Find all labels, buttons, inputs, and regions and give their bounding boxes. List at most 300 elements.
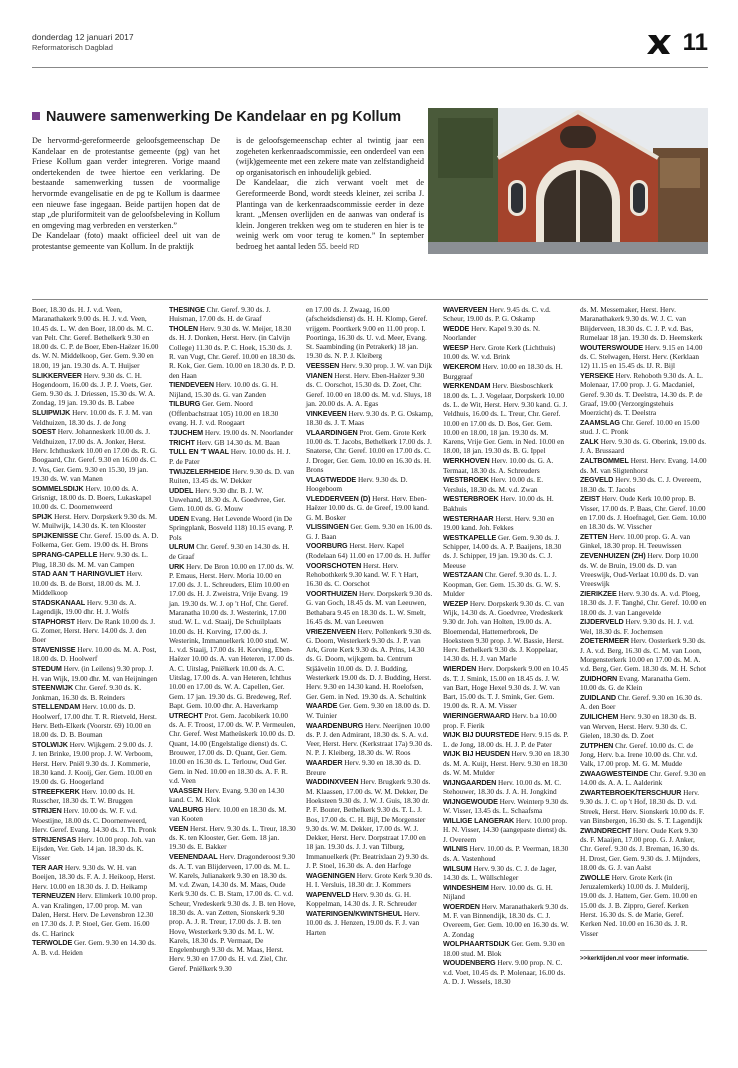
service-times: Herv. 10.00 ds. P. Veerman, 18.30 ds. A. Vastenhoud	[443, 844, 569, 863]
service-entry	[32, 305, 159, 370]
service-entry	[306, 361, 433, 370]
service-times: Herv. 10.00 ds. G. H. Nijland	[443, 882, 553, 901]
service-times: Herst. Herv. Eben-Haëzer 10.00 ds. G. de Greef, 19.00 kand. G. M. Bosker	[306, 493, 429, 522]
service-entry	[306, 522, 433, 541]
place-name: WINDESHEIM	[443, 882, 489, 892]
service-entry	[443, 456, 570, 475]
service-times: Herv. Maranathakerk 9.30 ds. M. F. van Binnendijk, 18.30 ds. C. J. Overeem, Ger. Gem. 10.00 en 16.30 ds. W. A. Zondag	[443, 901, 569, 939]
place-name: ZETTEN	[580, 532, 608, 542]
place-name: WAARDENBURG	[306, 720, 364, 730]
headline-text: Nauwere samenwerking De Kandelaar en pg Kollum	[46, 109, 402, 125]
service-entry	[306, 721, 433, 758]
service-times: Herv. 9.45 ds. C. v.d. Scheur, 19.00 ds. P. G. Oskamp	[443, 305, 551, 324]
place-name: TRICHT	[169, 437, 195, 447]
place-name: WADDINXVEEN	[306, 777, 359, 787]
headline-marker	[32, 112, 40, 120]
service-times: Herv. 10.00 ds. G. A. Termaat, 18.30 ds. A. Schreuders	[443, 456, 554, 475]
service-times: Herv. 10.00 en 18.30 ds. M. van Kooten	[169, 804, 287, 824]
place-name: VEESSEN	[306, 361, 340, 371]
service-entry	[443, 664, 570, 710]
service-times: Herst. Herv. Kapel (Rodelaan 64) 11.00 en 17.00 ds. H. Juffer	[306, 541, 431, 560]
service-entry	[443, 533, 570, 570]
service-entry	[32, 569, 159, 597]
place-name: STAVENISSE	[32, 645, 76, 655]
place-name: VEEN	[169, 823, 189, 833]
service-times: Ger. Gem. 9.30 en 16.00 ds. G. J. Baan	[306, 522, 433, 541]
place-name: SOMMELSDIJK	[32, 483, 84, 493]
service-times: Prot. Gem. Grote Kerk 10.00 ds. T. Jacobs, Bethelkerk 17.00 ds. J. Snaterse, Chr. Geref. 10.00 en 17.00 ds. C. J. Droger, Ger. Gem. 10.00 en 16.30 ds. H. Brons	[306, 427, 432, 475]
photo-credit: beeld RD	[330, 243, 360, 251]
service-times: Herv. 9.30 ds. W. H. van Boeijen, 18.30 ds. F. A. J. Heikoop, Herst. Herv. 10.00 en 18.30 ds. J. D. Heikamp	[32, 863, 156, 891]
service-entry	[580, 741, 707, 769]
service-entry	[580, 873, 707, 938]
place-name: TIENDEVEEN	[169, 380, 214, 390]
service-entry	[306, 475, 433, 494]
place-name: ZALTBOMMEL	[580, 456, 629, 466]
place-name: WOUTERSWOUDE	[580, 342, 644, 352]
place-name: WEDDE	[443, 324, 470, 334]
place-name: WAGENINGEN	[306, 870, 355, 880]
service-times: Herv. Oude Kerk 10.00 prop. B. Visser, 17.00 ds. P. Baas, Chr. Geref. 10.00 en 17.00 ds. J. Hoefnagel, Ger. Gem. 10.00 en 18.30 ds. W. Visscher	[580, 494, 707, 532]
place-name: UTRECHT	[169, 710, 203, 720]
page-header	[32, 29, 708, 60]
place-name: ZIJDERVELD	[580, 617, 624, 627]
service-times: Herv. Evang. 9.30 en 14.30 kand. C. M. Klok	[169, 785, 285, 804]
place-name: SPRANG-CAPELLE	[32, 550, 98, 560]
place-name: ZUIDLAND	[580, 693, 616, 703]
service-times: Evang. Het Levende Woord (in De Springplank, Bosveld 118) 10.15 evang. P. Pols	[169, 514, 294, 542]
place-name: TERNEUZEN	[32, 891, 76, 901]
article-headline	[32, 108, 424, 126]
place-name: SOEST	[32, 427, 56, 437]
article-paragraph-text: De Kandelaar, die zich verwant voelt met de Gereformeerde Bond, wordt steeds kleiner, zei scriba J. Plantinga van de kerkenraadscommissie eerder in deze krant. „Mensen overlijden en de aanwas van onderaf is klein. Jongeren trekken weg om te studeren en hier is te weinig werk om voor terug te komen.” In september bedroeg het aantal leden 55.	[236, 178, 424, 251]
place-name: WILSUM	[443, 863, 472, 873]
place-name: TWIJZELERHEIDE	[169, 466, 231, 476]
service-times: Herv. 10.00 ds. H. J. P. de Pater	[169, 447, 291, 466]
service-times: Chr. Geref. 15.00 ds. A. D. Folkema, Ger. Gem. 19.00 ds. H. Brons	[32, 531, 159, 550]
service-times: en 17.00 ds. J. Zwaag, 16.00 (afscheidsdienst) ds. H. H. Klomp, Geref. vrijgem. Poortkerk 9.00 en 11.00 prop. I. Poortinga, 16.30 ds. U. v.d. Meer, Evang. St. Saambinding (in Petrakerk) 18 jan. 19.30 ds. N. P. J. Kleiberg	[306, 305, 428, 361]
service-entry	[443, 864, 570, 883]
service-entry	[32, 702, 159, 739]
place-name: VIANEN	[306, 371, 333, 381]
service-entry	[580, 475, 707, 494]
service-entry	[580, 456, 707, 475]
place-name: WAPENVELD	[306, 889, 351, 899]
service-entry	[580, 494, 707, 531]
church-photo	[428, 108, 708, 254]
place-name: WOUDENBERG	[443, 958, 496, 968]
service-entry	[580, 617, 707, 636]
place-name: ZUIDHORN	[580, 674, 618, 684]
service-times: Ger. Gem. 9.30 en 18.00 stud. M. Blok	[443, 939, 565, 958]
service-entry	[443, 514, 570, 533]
place-name: THOLEN	[169, 324, 198, 334]
service-entry	[32, 740, 159, 786]
service-entry	[580, 712, 707, 740]
service-entry	[169, 542, 296, 561]
service-times: Herv. Neerijnen 10.00 ds. P. J. den Admirant, 18.30 ds. S. A. v.d. Veer, Herst. Herv. (Kerkstraat 17a) 9.30 ds. N. P. J. Kleiberg, 18.30 ds. W. Roos	[306, 720, 433, 758]
service-entry	[443, 902, 570, 939]
service-times: Chr. Geref. 10.00 en 15.00 stud. J. C. Pronk	[580, 418, 700, 437]
church-service-listing	[32, 305, 708, 1045]
service-entry	[443, 381, 570, 455]
place-name: WILLIGE LANGERAK	[443, 816, 515, 826]
place-name: WESTBROEK	[443, 475, 489, 485]
service-times: Herv. Grote Kerk (Lichthuis) 10.00 ds. W. v.d. Brink	[443, 343, 556, 362]
listing-column-1	[32, 305, 159, 957]
service-times: Herv. Dorpskerk 9.30 ds. C. van Wijk, 14.30 ds. A. Goedvree, Vredeskerk 9.30 dr. Joh. van Holten, 19.00 ds. A. Bloemendal, Hattemerbroek, De Hoeksteen 9.30 prop. J. W. Bassie, Herst. Herv. Bethelkerk 9.30 ds. J. Koppelaar, 14.30 ds. H. J. van Marle	[443, 598, 565, 664]
place-name: WIJNGEWOUDE	[443, 796, 498, 806]
service-times: Herv. Dorpskerk 9.30 ds. G. van Goch, 18.45 ds. M. van Leeuwen, Bethabara 9.45 en 18.30 ds. L. W. Smelt, 16.45 ds. M. van Leeuwen	[306, 588, 433, 626]
service-times: Herv. Rehoboth 9.30 ds. A. L. Molenaar, 17.00 prop. J. G. Macdaniel, Geref. 9.30 ds. T. Deelstra, 14.30 ds. P. de Graaf, 19.00 (Verzorgingstehuis Moerzicht) ds. T. Deelstra	[580, 371, 703, 418]
service-entry	[306, 541, 433, 560]
service-entry	[306, 428, 433, 474]
place-name: VALBURG	[169, 804, 204, 814]
place-name: WOERDEN	[443, 901, 480, 911]
place-name: UDDEL	[169, 485, 194, 495]
place-name: STEENWIJK	[32, 683, 74, 693]
service-entry	[169, 852, 296, 973]
place-name: WIERINGERWAARD	[443, 711, 511, 721]
place-name: WERKENDAM	[443, 381, 491, 391]
place-name: WILNIS	[443, 844, 468, 854]
service-entry	[443, 816, 570, 844]
service-entry	[169, 438, 296, 447]
service-entry	[443, 883, 570, 902]
service-entry	[306, 409, 433, 428]
service-times: Herst. Herv. Eben-Haëzer 9.30 ds. C. Oorschot, 15.30 ds. D. Zoet, Chr. Geref. 10.00 en 18.00 ds. M. v.d. Sluys, 18 jan. 20.00 ds. A. A. Egas	[306, 371, 432, 408]
service-entry	[443, 778, 570, 797]
place-name: THESINGE	[169, 305, 205, 314]
service-times: Herv. 9.30 ds. C. H. Hogendoorn, 16.00 ds. J. P. J. Voets, Ger. Gem. 9.30 ds. J. Driessen, 15.30 ds. W. A. Zondag, 19 jan. 19.30 ds. B. Labee	[32, 370, 156, 408]
service-times: Herv. 10.00 ds. B. de Borst, 18.00 ds. M. J. Middelkoop	[32, 569, 143, 597]
service-entry	[32, 531, 159, 550]
place-name: VLAGTWEDDE	[306, 474, 357, 484]
service-entry	[443, 494, 570, 513]
place-name: ZWOLLE	[580, 872, 610, 882]
service-times: Herv. 9.30 prop. J. W. van Dijk	[341, 361, 433, 371]
place-name: WIERDEN	[443, 664, 477, 674]
place-name: ZAAMSLAG	[580, 418, 620, 428]
service-entry	[306, 494, 433, 522]
service-entry	[443, 749, 570, 777]
place-name: VLAARDINGEN	[306, 427, 358, 437]
service-entry	[580, 371, 707, 417]
service-times: Herv. 9.30 ds. D. Hoogeboom	[306, 474, 408, 494]
service-entry	[443, 570, 570, 598]
service-times: Chr. Geref. 9.30 en 16.30 ds. A. den Boer	[580, 693, 703, 712]
service-entry	[32, 938, 159, 957]
place-name: WAVERVEEN	[443, 305, 488, 314]
service-entry	[580, 788, 707, 825]
article	[32, 108, 424, 251]
service-times: Herv. De Rank 10.00 ds. J. G. Zomer, Herst. Herv. 14.00 ds. J. den Boer	[32, 616, 156, 645]
service-times: Herv. 9.30 ds. J. C. op 't Hof, 18.30 ds. D. v.d. Streek, Herst. Herv. Sionskerk 10.00 ds. F. van Binsbergen, 16.30 ds. S. T. Lagendijk	[580, 788, 705, 826]
place-name: WAARDER	[306, 758, 343, 768]
service-entry	[580, 769, 707, 788]
article-paragraph: De hervormd-gereformeerde geloofsgemeenschap De Kandelaar en de protestantse gemeente (pg) van het Friese Kollum gaan verder integreren. Vorige maand ondertekenden de twee hiertoe een verklaring. De bestaande samenwerking tussen de voormalige hervormde evangelisatie en de pg te Kollum is daarmee een nieuwe fase ingegaan. Beide partijen hopen dat de stap „de pluriformiteit van de geloofsbeleving in Kollum en omgeving mag verbreden en versterken.”	[32, 136, 220, 230]
service-times: Herv. De Bron 10.00 en 17.00 ds. W. P. Emaus, Herst. Herv. Moria 10.00 en 17.00 ds. J. L. Schreuders, Elim 10.00 en 17.00 ds. H. J. Zweistra, Vrije Evang. 19 jan. 19.30 ds. W. J. op 't Hof, Chr. Geref. Maranatha 10.00 ds. J. Westerink, 17.00 stud. W. L. v.d. Staaij, De Schuilplaats 10.00 ds. H. Korving, 17.00 ds. J. Westerink, Immanuelkerk 10.00 stud. W. L. v.d. Staaij, 17.00 ds. H. Korving, Eben-Haëzer 10.00 ds. A. van Heteren, 17.00 ds. A. C. Uitslag, Pniëlkerk 10.00 ds. A. C. Uitslag, 17.00 ds. A. van Heteren, Ichthus 10.00 en 17.00 ds. W. A. Capellen, Ger. Gem. 17 jan. 19.30 ds. G. Bredeweg, Ref. Bapt. Gem. 10.00 dhr. A. Haverkamp	[169, 561, 295, 710]
place-name: WIJK BIJ DUURSTEDE	[443, 730, 520, 740]
service-times: Herv. 19.00 ds. N. Noorlander	[204, 427, 294, 437]
listing-column-3	[306, 305, 433, 937]
service-entry	[443, 599, 570, 664]
service-entry	[580, 532, 707, 551]
service-entry	[580, 418, 707, 437]
place-name: TILBURG	[169, 399, 201, 409]
service-entry	[32, 683, 159, 702]
place-name: WEESP	[443, 343, 469, 353]
place-name: ZWAAGWESTEINDE	[580, 769, 649, 779]
service-times: Herst. Herv. Rehobothkerk 9.30 kand. W. F. 't Hart, 16.30 ds. C. Oorschot	[306, 560, 419, 589]
service-times: Herv. 9.00 prop. N. C. v.d. Voet, 10.45 ds. P. Molenaar, 16.00 ds. A. D. J. Wessels, 18.30	[443, 958, 566, 987]
service-entry	[580, 693, 707, 712]
service-times: Herv. Brugkerk 9.30 ds. M. Klaassen, 17.00 ds. W. M. Dekker, De Hoeksteen 9.30 ds. J. W. J. Guis, 18.30 dr. P. F. Bouter, Bethelkerk 9.30 ds. T. L. J. Bos, 17.00 ds. C. H. Bijl, De Morgenster 9.30 ds. W. M. Dekker, 17.00 ds. W. J. Dekker, Herst. Herv. Dorpstraat 17.00 en 18 jan. 19.30 ds. J. J. van Tilburg, Immanuelkerk (Pr. Beatrixlaan 2) 9.30 ds. J. P. Stoel, 16.30 ds. A. den Harfoge	[306, 777, 431, 871]
place-name: WESTERHAAR	[443, 513, 494, 523]
service-times: Herv. Dragonderoost 9.30 ds. A. T. van Blijderveen, 17.00 ds. M. L. W. Karels, Julianakerk 9.30 en 18.30 ds. M. v.d. Zwan, 14.30 ds. M. Maas, Oude Kerk 9.30 ds. C. B. Stam, 17.00 ds. C. v.d. Scheur, Vredeskerk 9.30 ds. J. B. ten Hove, 18.30 ds. A. van Zetten, Sionskerk 9.30 prop. A. J. R. Treur, 17.00 ds. J. B. ten Hove, Westerkerk 9.30 ds. M. L. W. Karels, 18.30 ds. P. Vermaat, De Engelenburgh 9.30 ds. M. Maas, Herst. Herv. 9.30 en 17.00 ds. H. v.d. Ziel, Chr. Geref. Pniëlkerk 9.30	[169, 852, 296, 973]
service-times: Ger. Gem. 9.30 en 18.00 ds. D. W. Tuinier	[306, 701, 430, 720]
service-entry	[443, 324, 570, 343]
service-times: Herv. 10.00 ds. E. Versluis, 18.30 ds. M. v.d. Zwan	[443, 475, 544, 494]
service-entry	[169, 399, 296, 427]
service-entry	[306, 561, 433, 589]
service-times: Chr. Geref. 9.30 ds. J. Huisman, 17.00 ds. H. de Graaf	[169, 305, 271, 324]
place-name: SLIKKERVEER	[32, 370, 82, 380]
service-entry	[32, 806, 159, 834]
service-entry	[169, 428, 296, 437]
place-name: ULRUM	[169, 542, 195, 552]
place-name: WOLPHAARTSDIJK	[443, 939, 510, 949]
service-times: Herv. Johanneskerk 10.00 ds. J. Veldhuizen, 17.00 ds. A. Jonker, Herst. Herv. Ichthuskerk 10.00 en 17.00 ds. R. G. Boogaard, Chr. Geref. 9.30 en 16.00 ds. C. J. Vos, Ger. Gem. 9.30 en 15.30, 19 jan. 19.30 ds. W. van Manen	[32, 427, 157, 483]
service-entry	[32, 617, 159, 645]
service-times: Herv. 10.00 ds. D. Hoolwerf, 17.00 dhr. T. R. Rietveld, Herst. Herv. Beth-Elkerk (Voorstr. 69) 10.00 en 18.00 ds. D. B. Bouman	[32, 702, 157, 740]
service-entry	[169, 562, 296, 711]
place-name: ZWARTEBROEK/TERSCHUUR	[580, 788, 682, 798]
place-name: SPIJK	[32, 512, 53, 522]
place-name: STREEFKERK	[32, 787, 80, 797]
service-entry	[306, 701, 433, 720]
service-entry	[580, 437, 707, 456]
service-entry	[443, 797, 570, 816]
service-times: Herv. 9.30 ds. W. Meijer, 18.30 ds. H. J. Donken, Herst. Herv. (in Calvijn College) 11.30 ds. P. C. Hoek, 15.30 ds. J. R. van Vugt, Chr. Geref. 10.00 en 18.30 ds. R. Kok, Ger. Gem. 10.00 en 18.30 ds. P. D. den Haan	[169, 324, 296, 380]
listing-column-4	[443, 305, 570, 987]
service-entry	[32, 408, 159, 427]
service-entry	[443, 730, 570, 749]
service-times: Herv. 10.00 ds. G. H. Nijland, 15.30 ds. G. van Zanden	[169, 380, 278, 399]
service-entry	[169, 447, 296, 466]
service-times: Herv. 9.30 ds. G. H. Koppelman, 14.30 ds. J. R. Schreuder	[306, 889, 417, 909]
place-name: VOORBURG	[306, 541, 348, 551]
service-times: Herv. Grote Kerk (in Jeruzalemkerk) 10.00 ds. J. Mulderij, 19.00 ds. J. Hattem, Ger. Gem. 10.00 en 15.00 ds. J. B. Zippro, Geref. Kerken Herst. 16.30 ds. S. de Marie, Geref. Kerken Ned. 10.00 en 16.30 ds. J. R. Visser	[580, 872, 698, 938]
service-times: Herv. 9.30 dhr. B. J. W. Uuwehand, 18.30 ds. A. Goedvree, Ger. Gem. 10.00 ds. G. Mouw	[169, 485, 286, 514]
service-times: Chr. Geref. 9.30 ds. L. J. Koopman, Ger. Gem. 15.30 ds. G. W. S. Mulder	[443, 570, 561, 598]
place-name: STRIJEN	[32, 806, 62, 816]
service-times: Herv. Wijkgem. 2 9.00 ds. J. J. ten Brinke, 19.00 prop. J. W. Verboom, Herst. Herv. Pniël 9.30 ds. J. Kommerie, 18.30 kand. J. Kooij, Ger. Gem. 10.00 en 19.00 ds. G. Hoogerland	[32, 740, 153, 787]
service-entry	[32, 835, 159, 863]
place-name: STRIJENSAS	[32, 834, 77, 844]
place-name: VOORTHUIZEN	[306, 588, 358, 598]
service-times: Herv. b.a 10.00 prop. F. Fierik	[443, 711, 557, 730]
service-times: Herv. Dorp 10.00 ds. W. de Bruin, 19.00 ds. D. van Vreeswijk, Oud-Verlaat 10.00 ds. D. van Vreeswijk	[580, 551, 699, 589]
service-times: Evang. Maranatha Gem. 10.00 ds. G. de Klein	[580, 674, 691, 693]
service-times: Herv. 10.00 ds. H. Bakhuis	[443, 494, 554, 513]
service-entry	[306, 890, 433, 909]
service-entry	[580, 343, 707, 371]
place-name: ZEGVELD	[580, 475, 614, 485]
service-times: Herv. 10.00 en 18.30 ds. H. Burggraaf	[443, 362, 563, 381]
place-name: VLEDDERVEEN (D)	[306, 493, 371, 503]
service-times: Chr. Geref. 9.30 ds. K. Jonkman, 16.30 ds. B. Reinders	[32, 683, 142, 702]
service-entry	[169, 467, 296, 486]
service-times: Herv. 9.30 ds. G. Oberink, 19.00 ds. J. A. Brussaard	[580, 437, 707, 456]
newspaper-name: Reformatorisch Dagblad	[32, 43, 113, 52]
service-times: Herv. 9.30 en 18.30 ds. D. Breure	[306, 758, 421, 777]
service-times: Herv. Grote Kerk 9.30 ds. H. I. Versluis, 18.30 dr. J. Kommers	[306, 870, 433, 890]
service-entry	[169, 786, 296, 805]
place-name: STOLWIJK	[32, 740, 68, 750]
service-times: Herv. 10.00 ds. M. A. Post, 18.00 ds. D. Hoolwerf	[32, 645, 157, 664]
service-entry	[32, 598, 159, 617]
service-times: Herv. 9.30 ds. C. J. Overeem, 18.30 ds. T. Jacobs	[580, 475, 702, 494]
service-times: ds. M. Messemaker, Herst. Herv. Maranathakerk 9.30 ds. W. J. C. van Blijderveen, 18.30 ds. C. J. P. v.d. Bas, Rumelaar 18 jan. 19.30 ds. D. Heemskerk	[580, 305, 703, 342]
service-times: Herv. Dorpskerk 9.00 en 10.45 ds. T. J. Smink, 15.00 en 18.45 ds. J. W. van Bart, Hoge Hexel 9.30 ds. J. W. van Bart, 15.00 ds. T. J. Smink, Ger. Gem. 19.00 ds. R. A. M. Visser	[443, 664, 569, 711]
service-times: Prot. Gem. Jacobikerk 10.00 ds. A. F. Troost, 17.00 ds. W. P. Vermeulen, Chr. Geref. West Matheüskerk 10.00 ds. D. Quant, 14.00 (Engelstalige dienst) ds. C. Brouwer, 17.00 ds. D. Quant, Ger. Gem. 10.00 en 16.30 ds. L. Terlouw, Oud Ger. Gem. in Ned. 10.00 en 18.30 ds. A. F. R. v.d. Veen	[169, 710, 296, 785]
article-paragraph: is de geloofsgemeenschap echter al twintig jaar een zogeheten kerkenraadscommissie, een onderdeel van een (wijk)gemeente met een zekere mate van zelfstandigheid op organisatorisch en inhoudelijk gebied.	[236, 136, 424, 177]
place-name: WEKEROM	[443, 362, 481, 372]
service-times: Herv. 9.30 ds. L. Plug, 18.30 ds. M. M. van Campen	[32, 550, 148, 569]
service-times: Herv. Oude Kerk 9.30 ds. F. Maaijen, 17.00 prop. G. J. Anker, Chr. Geref. 9.30 ds. J. Breman, 16.30 ds. H. Drost, Ger. Gem. 9.30 ds. J. Mijnders, 18.00 ds. G. J. van Aalst	[580, 825, 701, 873]
place-name: WIJK BIJ HEUSDEN	[443, 749, 510, 759]
service-times: Herv. 9.15 en 14.00 ds. C. Stelwagen, Herst. Herv. (Kerklaan 12) 11.15 en 15.45 ds. IJ. R. Bijl	[580, 342, 703, 371]
place-name: TERWOLDE	[32, 938, 73, 948]
service-entry	[580, 589, 707, 617]
service-entry	[580, 826, 707, 872]
service-times: Herv. Oosterkerk 9.30 ds. J. A. v.d. Berg, 16.30 ds. C. M. van Loon, Morgensterkerk 10.00 en 17.00 ds. M. A. v.d. Berg, Ger. Gem. 18.30 ds. M. H. Schot	[580, 636, 707, 674]
service-entry	[443, 958, 570, 986]
place-name: ZOETERMEER	[580, 636, 629, 646]
place-name: WIJNGAARDEN	[443, 777, 497, 787]
place-name: VAASSEN	[169, 785, 203, 795]
service-times: Herv. 10.00 ds. F. J. M. van Veldhuizen, 18.30 ds. J. de Jong	[32, 408, 153, 427]
service-times: Chr. Geref. 9.30 en 14.30 ds. H. de Graaf	[169, 542, 290, 561]
service-entry	[169, 824, 296, 852]
service-times: Herv. 10.00 prop. H. N. Visser, 14.30 (aangepaste dienst) ds. J. Overeem	[443, 816, 568, 844]
service-times: Boer, 18.30 ds. H. J. v.d. Veen, Maranathakerk 9.00 ds. H. J. v.d. Veen, 10.45 ds. L. W. den Boer, 18.00 ds. M. C. van Pelt. Chr. Geref. Bethelkerk 9.30 en 18.00 ds. C. P. de Boer, Eben-Haëzer 16.00 ds. W. N. Middelkoop, Ger. Gem. 9.30 en 18.00, 19 jan. 19.30 ds. A. T. Huijser	[32, 305, 159, 370]
service-entry	[306, 871, 433, 890]
service-entry	[169, 711, 296, 785]
service-times: Ger. Gem. Noord (Offenbachstraat 105) 10.00 en 18.30 evang. H. J. v.d. Roogaart	[169, 399, 279, 428]
service-entry	[443, 362, 570, 381]
service-entry	[32, 645, 159, 664]
service-entry	[169, 486, 296, 514]
place-name: VEENENDAAL	[169, 852, 218, 862]
service-entry	[169, 380, 296, 399]
service-times: Herst. Herv. 9.30 ds. L. Treur, 18.30 ds. K. ten Klooster, Ger. Gem. 18 jan. 19.30 ds. E. Bakker	[169, 823, 296, 852]
place-name: ZEIST	[580, 494, 600, 504]
service-times: Herst. Herv. Evang. 14.00 ds. M. van Sligtenhorst	[580, 456, 707, 475]
listing-column-5	[580, 305, 707, 963]
service-times: Herv. 9.30 ds. P. G. Oskamp, 18.30 ds. J. T. Maas	[306, 408, 433, 428]
service-times: Herv. 9.15 ds. P. L. de Jong, 18.00 ds. H. J. P. de Pater	[443, 730, 569, 749]
service-entry	[169, 305, 296, 324]
service-entry	[32, 484, 159, 512]
service-entry	[32, 863, 159, 891]
service-times: Herv. 10.00 ds. J. Henzen, 19.00 ds. F. J. van Harten	[306, 909, 420, 937]
place-name: VOORSCHOTEN	[306, 560, 362, 570]
service-entry	[580, 674, 707, 693]
service-entry	[306, 758, 433, 777]
service-times: Herv. Pollenkerk 9.30 ds. G. Doorn, Westerkerk 9.30 ds. J. P. van Ark, Grote Kerk 9.30 ds. A. Prins, 14.30 ds. G. Doorn, wijkgem. ba. Centrum Stjäävelin 10.00 ds. D. J. Budding, Westerkerk 19.00 ds. D. J. Budding, Herst. Herv. 9.30 en 14.30 kand. H. Roelofsen, Ger. Gem. in Ned. 19.30 ds. A. Schultink	[306, 626, 432, 701]
service-entry	[32, 891, 159, 937]
place-name: STAPHORST	[32, 616, 75, 626]
place-name: ZUTPHEN	[580, 740, 614, 750]
more-info-link[interactable]: >>kerktijden.nl voor meer informatie.	[580, 950, 707, 963]
header-divider	[32, 67, 708, 68]
listing-column-2	[169, 305, 296, 974]
service-entry	[32, 550, 159, 569]
place-name: WESTERBROEK	[443, 494, 499, 504]
service-times: Herv. Weinterp 9.30 ds. W. Visser, 13.45 ds. L. Schaafsma	[443, 796, 569, 816]
issue-date: donderdag 12 januari 2017	[32, 32, 134, 42]
service-entry	[443, 475, 570, 494]
service-entry	[443, 844, 570, 863]
service-times: Herv. 9.30 ds. H. J. v.d. Wel, 18.30 ds. F. Jochemsen	[580, 617, 694, 636]
place-name: SLUIPWIJK	[32, 408, 71, 418]
place-name: TER AAR	[32, 863, 63, 873]
service-entry	[32, 427, 159, 483]
service-entry	[306, 777, 433, 870]
service-times: Herv. Elimkerk 10.00 prop. A. van Kralingen, 17.00 prop. M. van Dalen, Herst. Herv. De Levensbron 12.30 en 17.30 ds. J. P. Stoel, Ger. Gem. 16.00 ds. C. Harinck	[32, 891, 158, 938]
service-times: Herv. Biesboschkerk 18.00 ds. L. J. Vogelaar, Dorpskerk 10.00 ds. L. de Wit, Herst. Herv. 9.30 kand. G. J. Veldhuis, 16.00 ds. L. Treur, Chr. Geref. 10.00 en 17.00 ds. D. Bos, Ger. Gem. 10.00 en 18.00, 18 jan. 19.30 ds. M. Karens, Vrije Ger. Gem. in Ned. 10.00 en 18.00, 18 jan. 19.30 ds. B. G. Ippel	[443, 381, 568, 456]
place-name: WATERINGEN/KWINTSHEUL	[306, 909, 402, 918]
place-name: ZALK	[580, 437, 599, 447]
service-times: Herv. 10.00 ds. A. Grisnigt, 18.00 ds. D. Boers, Lukaskapel 10.00 ds. C. Doornenweerd	[32, 483, 152, 512]
service-times: Herv. GB 14.30 ds. M. Baan	[196, 437, 280, 447]
service-times: Herv. 9.30 ds. D. van Ruiten, 13.45 ds. W. Dekker	[169, 466, 295, 485]
service-entry	[169, 514, 296, 542]
service-entry	[32, 371, 159, 408]
place-name: UDEN	[169, 514, 189, 524]
place-name: TULL EN 'T WAAL	[169, 447, 229, 457]
service-entry	[32, 787, 159, 806]
service-times: Herv. 10.00 prop. G. A. van Ginkel, 18.30 prop. H. Teeuwissen	[580, 532, 691, 551]
service-entry	[443, 305, 570, 324]
service-entry	[580, 551, 707, 588]
service-entry	[306, 909, 433, 937]
place-name: YERSEKE	[580, 371, 614, 381]
place-name: WESTKAPELLE	[443, 532, 497, 542]
place-name: WAARDE	[306, 701, 338, 711]
service-times: Herv. 9.30 en 18.30 ds. B. van Werven, Herst. Herv. 9.30 ds. C. Gielen, 18.30 ds. D. Zoet	[580, 712, 697, 740]
page-number: 11	[682, 29, 708, 56]
service-times: Herv. 9.30 en 18.30 ds. M. A. Kuijt, Herst. Herv. 9.30 en 18.30 ds. W. M. Mulder	[443, 749, 570, 778]
article-paragraph	[236, 178, 424, 253]
place-name: VRIEZENVEEN	[306, 626, 356, 636]
service-times: Chr. Geref. 9.30 en 14.00 ds. A. A. L. Aalderink	[580, 769, 706, 788]
place-name: TJUCHEM	[169, 427, 204, 437]
place-name: STADSKANAAL	[32, 597, 86, 607]
place-name: URK	[169, 561, 185, 571]
article-column-2	[236, 136, 424, 254]
place-name: WERKHOVEN	[443, 456, 490, 466]
service-times: Herst. Herv. 9.30 en 19.00 kand. Joh. Fekkes	[443, 513, 555, 532]
service-entry	[32, 512, 159, 531]
place-name: VINKEVEEN	[306, 408, 347, 418]
place-name: STEDUM	[32, 664, 62, 674]
service-entry	[306, 627, 433, 701]
service-times: Herv. 10.00 ds. W. F. v.d. Woestijne, 18.00 ds. C. Doornenweerd, Herv. Geref. Evang. 14.30 ds. J. Th. Pronk	[32, 806, 157, 834]
service-entry	[169, 805, 296, 824]
